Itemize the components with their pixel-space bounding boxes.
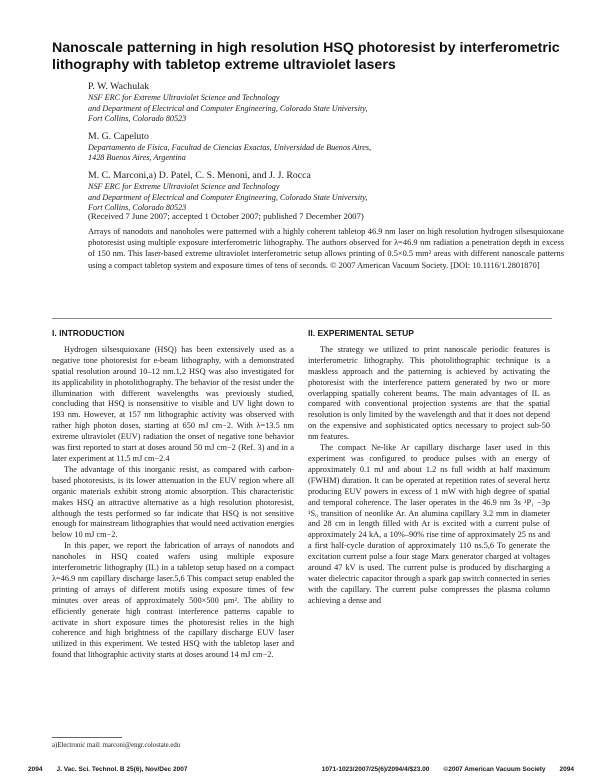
footnote: a)Electronic mail: marconi@engr.colostate.edu: [52, 742, 181, 749]
page-number-right: 2094: [559, 766, 574, 773]
affiliation-line: 1428 Buenos Aires, Argentina: [88, 153, 186, 163]
page-number-left: 2094: [28, 766, 43, 773]
affiliation-line: NSF ERC for Extreme Ultraviolet Science and Technology: [88, 181, 280, 191]
article-title: Nanoscale patterning in high resolution HSQ photoresist by interferometric lithography with tabletop extreme ultraviolet lasers: [52, 40, 560, 73]
affiliation-line: Fort Collins, Colorado 80523: [88, 114, 187, 124]
copyright: ©2007 American Vacuum Society: [443, 766, 546, 773]
author-group-2: [88, 131, 568, 164]
section-heading-experimental-setup: II. EXPERIMENTAL SETUP: [308, 328, 414, 338]
author-group-3: [88, 170, 568, 214]
author-group-1: [88, 81, 568, 125]
page-footer: [28, 766, 574, 773]
body-paragraph: Hydrogen silsesquioxane (HSQ) has been extensively used as a negative tone photoresist for e-beam lithography, with a demonstrated spatial resolution around 10–12 nm.1,2 HSQ was also investigated for its applicability in photolithography. The behavior of the resist under the illumination with different wavelengths was previously studied, concluding that HSQ is nonsensitive to visible and UV light down to 193 nm. However, at 157 nm lithographic activity was observed with rather high photon doses, starting at 650 mJ cm−2. With λ=13.5 nm extreme ultraviolet (EUV) radiation the onset of negative tone behavior was first reported to start at doses around 50 mJ cm−2 (Ref. 3) and in a later experiment at 11.5 mJ cm−2.4: [52, 344, 294, 463]
abstract: Arrays of nanodots and nanoholes were patterned with a highly coherent tabletop 46.9 nm laser on high resolution hydrogen silsesquioxane photoresist using multiple exposure interferometric lithography. The authors observed for λ=46.9 nm radiation a penetration depth in excess of 150 nm. This laser-based extreme ultraviolet interferometric setup allows printing of 0.5×0.5 mm² areas with different nanoscale patterns using a compact tabletop system and exposure times of tens of seconds. © 2007 American Vacuum Society. [DOI: 10.1116/1.2801870]: [88, 227, 564, 270]
section-heading-introduction: I. INTRODUCTION: [52, 328, 125, 338]
right-column: [308, 328, 550, 607]
body-paragraph: The strategy we utilized to print nanoscale periodic features is interferometric lithography. This photolithographic technique is a maskless approach and the patterning is achieved by activating the photoresist with the interference pattern generated by two or more overlapping spatially coherent beams. The main advantages of IL as compared with conventional projection systems are that the spatial resolution is only limited by the wavelength and that it does not depend on the expensive and sophisticated optics necessary to project sub-50 nm features.: [308, 344, 550, 442]
affiliation-line: NSF ERC for Extreme Ultraviolet Science and Technology: [88, 93, 280, 102]
author-block: [88, 81, 568, 220]
affiliation-line: Departamento de Física, Facultad de Ciencias Exactas, Universidad de Buenos Aires,: [88, 142, 372, 152]
author-name: P. W. Wachulak: [88, 81, 150, 92]
body-paragraph: The advantage of this inorganic resist, as compared with carbon-based photoresists, is its lower attenuation in the EUV region where all organic materials exhibit strong atomic absorption. This characteristic makes HSQ an attractive alternative as a high resolution photoresist, although the tests performed so far indicate that HSQ is not sensitive enough for mainstream lithographies that would need activation energies below 10 mJ cm−2.: [52, 464, 294, 540]
section-divider: [52, 318, 552, 319]
affiliation-line: and Department of Electrical and Computer Engineering, Colorado State University,: [88, 103, 368, 113]
body-paragraph: In this paper, we report the fabrication of arrays of nanodots and nanoholes in HSQ coated wafers using multiple exposure interferometric lithography (IL) in a tabletop setup based on a compact λ=46.9 nm capillary discharge laser.5,6 This compact setup enabled the printing of arrays of different motifs using exposure times of few minutes over areas of approximately 500×500 μm². The ability to efficiently generate high contrast interference patterns capable to activate in short exposure times the photoresist relies in the high coherence and high brightness of the capillary discharge EUV laser utilized in this experiment. We tested HSQ with the tabletop laser and found that lithographic activity starts at doses around 14 mJ cm−2.: [52, 541, 294, 660]
author-name: M. G. Capeluto: [88, 130, 149, 142]
journal-citation: J. Vac. Sci. Technol. B 25(6), Nov/Dec 2007: [56, 766, 188, 773]
received-dates: (Received 7 June 2007; accepted 1 October 2007; published 7 December 2007): [88, 211, 364, 221]
affiliation-line: Fort Collins, Colorado 80523: [88, 203, 187, 213]
affiliation-line: and Department of Electrical and Computer Engineering, Colorado State University,: [88, 192, 368, 202]
footnote-divider: [52, 737, 122, 738]
left-column: [52, 328, 294, 661]
body-paragraph: The compact Ne-like Ar capillary discharge laser used in this experiment was configured to produce pulses with an energy of approximately 0.1 mJ and about 1.2 ns full width at half maximum (FWHM) duration. It can be operated at repetition rates of several hertz producing EUV powers in excess of 1 mW with high degree of spatial and temporal coherence. The laser operates in the 46.9 nm 3s ¹P₁ −3p ¹S₀ transition of neonlike Ar. An alumina capillary 3.2 mm in diameter and 28 cm in length filled with Ar is excited with a current pulse of approximately 24 kA, a 10%–90% rise time of approximately 25 ns and a first half-cycle duration of approximately 110 ns.5,6 To generate the excitation current pulse a four stage Marx generator charged at voltages around 47 kV is used. The current pulse is produced by discharging a water dielectric capacitor through a spark gap switch connected in series with the capillary. The current pulse compresses the plasma column achieving a dense and: [308, 443, 550, 605]
author-name: M. C. Marconi,a) D. Patel, C. S. Menoni, and J. J. Rocca: [88, 169, 311, 181]
issn-code: 1071-1023/2007/25(6)/2094/4/$23.00: [321, 766, 430, 773]
